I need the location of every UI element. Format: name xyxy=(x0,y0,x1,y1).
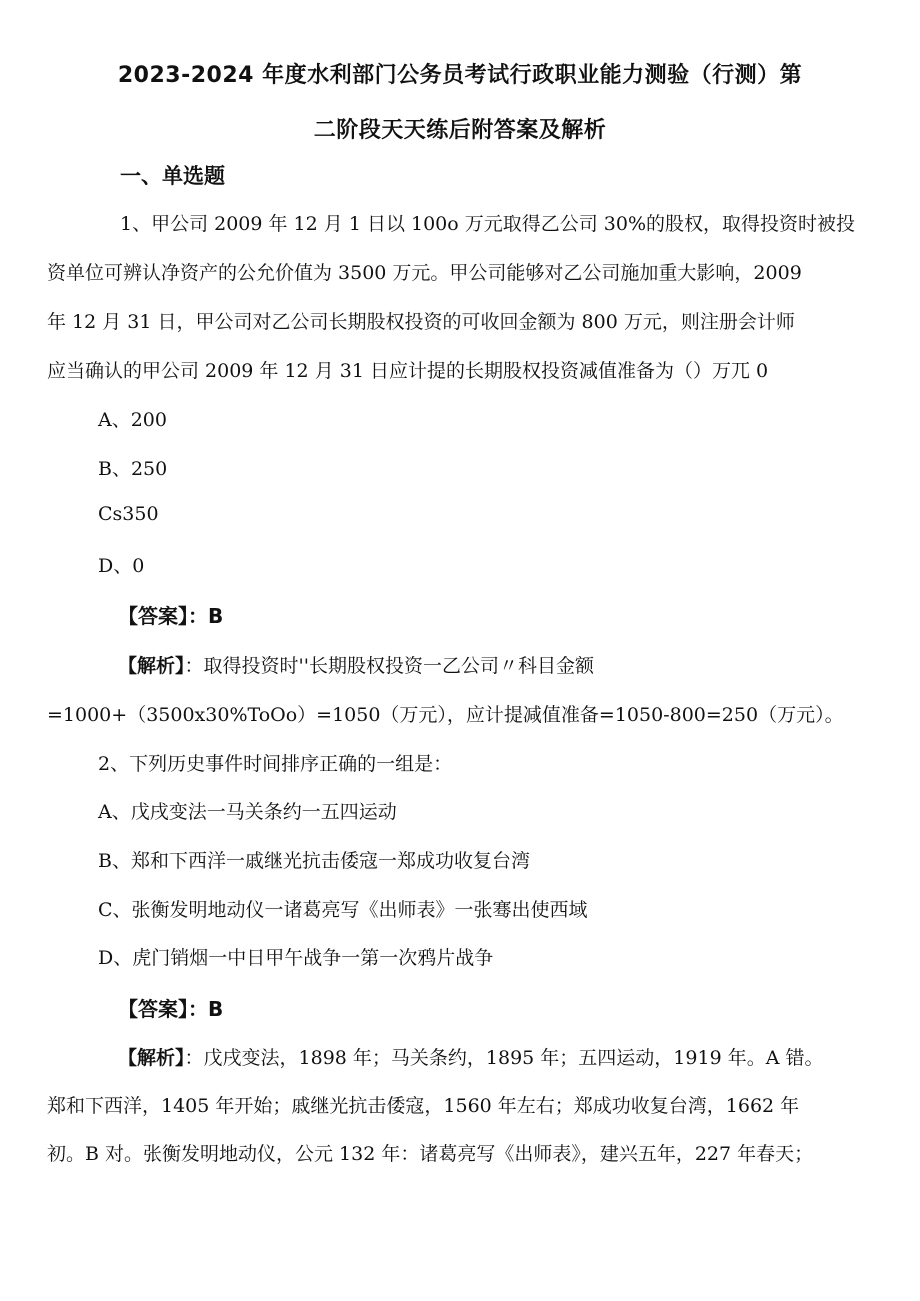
answer-label: 【答案】 xyxy=(118,997,188,1021)
question-1-stem-line-4: 应当确认的甲公司 2009 年 12 月 31 日应计提的长期股权投资减值准备为（）万兀 0 xyxy=(47,360,769,382)
answer-value: ：B xyxy=(188,997,224,1021)
question-1-analysis-line-1 xyxy=(118,651,594,678)
question-1-option-b: B、250 xyxy=(98,458,168,480)
document-title-line-1: 2023-2024 年度水利部门公务员考试行政职业能力测验（行测）第 xyxy=(117,63,803,88)
analysis-label: 【解析】 xyxy=(118,655,185,677)
question-2-analysis-line-2: 郑和下西洋，1405 年开始；戚继光抗击倭寇，1560 年左右；郑成功收复台湾，1662 年 xyxy=(47,1095,800,1117)
question-1-option-c: Cs350 xyxy=(98,503,159,525)
question-1-option-a: A、200 xyxy=(98,409,167,431)
question-1-option-d: D、0 xyxy=(98,555,145,577)
question-2-answer xyxy=(118,993,223,1022)
answer-label: 【答案】 xyxy=(118,604,188,628)
question-2-option-b: B、郑和下西洋一戚继光抗击倭寇一郑成功收复台湾 xyxy=(98,850,530,872)
analysis-label: 【解析】 xyxy=(118,1047,185,1069)
question-2-stem-line-1: 2、下列历史事件时间排序正确的一组是： xyxy=(98,753,453,775)
question-1-analysis-line-2: =1000+（3500x30%ToOo）=1050（万元），应计提减值准备=1050-800=250（万元）。 xyxy=(47,704,844,726)
question-1-stem-line-1: 1、甲公司 2009 年 12 月 1 日以 100o 万元取得乙公司 30%的股权，取得投资时被投 xyxy=(120,213,855,235)
analysis-text: ：戊戌变法，1898 年；马关条约，1895 年；五四运动，1919 年。A 错。 xyxy=(184,1047,824,1069)
answer-value: ：B xyxy=(188,604,224,628)
question-1-answer xyxy=(118,600,223,629)
question-2-option-a: A、戊戌变法一马关条约一五四运动 xyxy=(98,801,397,823)
analysis-text: ：取得投资时''长期股权投资一乙公司〃科目金额 xyxy=(184,655,594,677)
question-2-option-d: D、虎门销烟一中日甲午战争一第一次鸦片战争 xyxy=(98,947,494,969)
question-2-option-c: C、张衡发明地动仪一诸葛亮写《出师表》一张骞出使西域 xyxy=(98,899,588,921)
question-2-analysis-line-1 xyxy=(118,1043,823,1070)
question-2-analysis-line-3: 初。B 对。张衡发明地动仪，公元 132 年：诸葛亮写《出师表》，建兴五年，227 年春天； xyxy=(47,1143,814,1165)
document-title-line-2: 二阶段天天练后附答案及解析 xyxy=(313,118,607,143)
question-1-stem-line-3: 年 12 月 31 日，甲公司对乙公司长期股权投资的可收回金额为 800 万元，则注册会计师 xyxy=(47,311,795,333)
question-1-stem-line-2: 资单位可辨认净资产的公允价值为 3500 万元。甲公司能够对乙公司施加重大影响，2009 xyxy=(47,262,802,284)
section-heading: 一、单选题 xyxy=(120,164,225,188)
